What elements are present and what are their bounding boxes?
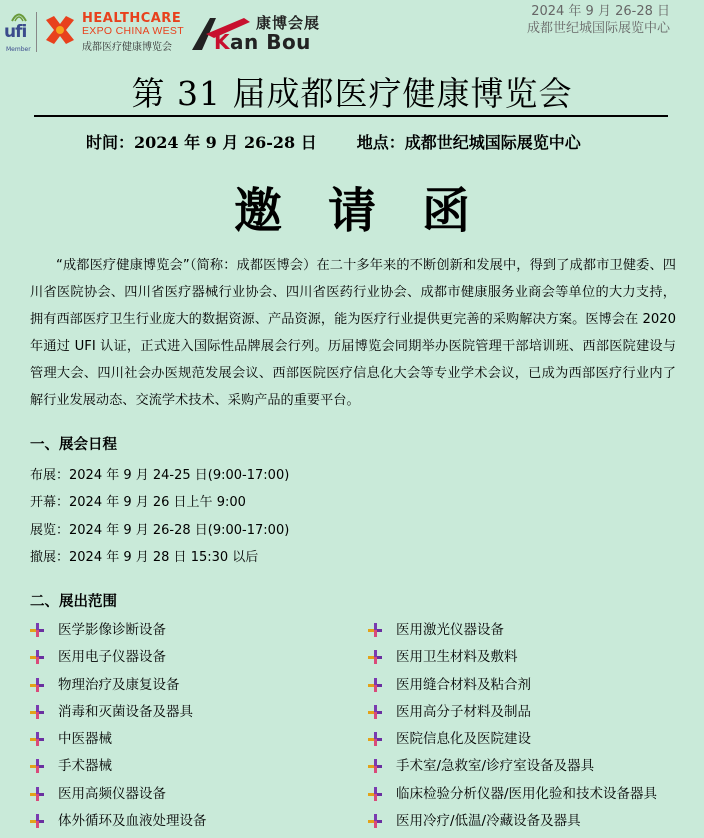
title-divider [34, 115, 668, 117]
ufi-text: ufi [4, 22, 27, 42]
cross-bullet-icon [30, 678, 44, 692]
list-item [30, 644, 207, 671]
list-item [368, 644, 657, 671]
scope-list-left [30, 617, 207, 835]
cross-bullet-icon [30, 787, 44, 801]
intro-paragraph: “成都医疗健康博览会”（简称：成都医博会）在二十多年来的不断创新和发展中，得到了成都市卫健委、四川省医院协会、四川省医疗器械行业协会、四川省医药行业协会、成都市健康服务业商会等单位的大力支持，拥有西部医疗卫生行业庞大的数据资源、产品资源，能为医疗行业提供更完善的采购解决方案。医博会在 2020 年通过 UFI 认证，正式进入国际性品牌展会行列。历届博览会同期举办医院管理干部培训班、西部医院建设与管理大会、四川社会办医规范发展会议、西部医院医疗信息化大会等专业学术会议，已成为西部医疗行业内了解行业发展动态、交流学术技术、采购产品的重要平台。 [30, 258, 676, 408]
list-item-label: 医用高分子材料及制品 [396, 703, 531, 720]
list-item-label: 医用卫生材料及敷料 [396, 649, 518, 666]
header-date: 2024 年 9 月 26-28 日 [531, 4, 670, 19]
cross-bullet-icon [30, 705, 44, 719]
cross-bullet-icon [368, 623, 382, 637]
schedule-item: 展览：2024 年 9 月 26-28 日(9:00-17:00) [30, 522, 290, 538]
header-venue: 成都世纪城国际展览中心 [526, 21, 670, 36]
list-item [30, 808, 207, 835]
list-item [368, 781, 657, 808]
cross-bullet-icon [30, 650, 44, 664]
list-item [368, 808, 657, 835]
list-item [368, 699, 657, 726]
schedule-list [30, 462, 289, 571]
list-item [30, 781, 207, 808]
cross-bullet-icon [368, 814, 382, 828]
ufi-logo [4, 10, 34, 54]
healthcare-expo-logo-icon [42, 12, 78, 48]
cross-bullet-icon [368, 732, 382, 746]
time-place-line [86, 130, 581, 153]
cross-bullet-icon [368, 678, 382, 692]
schedule-item: 开幕：2024 年 9 月 26 日上午 9:00 [30, 495, 246, 511]
list-item-label: 物理治疗及康复设备 [58, 676, 180, 693]
scope-heading: 二、展出范围 [30, 594, 117, 610]
cross-bullet-icon [30, 732, 44, 746]
kanbou-cn-name: 康博会展 [256, 14, 321, 32]
list-item [30, 699, 207, 726]
cross-bullet-icon [30, 759, 44, 773]
kanbou-en-rest: an Bou [230, 30, 311, 54]
cross-bullet-icon [30, 623, 44, 637]
scope-list-right [368, 617, 657, 835]
list-item [30, 753, 207, 780]
cross-bullet-icon [368, 705, 382, 719]
schedule-item: 布展：2024 年 9 月 24-25 日(9:00-17:00) [30, 468, 290, 483]
list-item-label: 医用冷疗/低温/冷藏设备及器具 [396, 813, 581, 830]
page-title: 第 31 届成都医疗健康博览会 [131, 74, 573, 113]
list-item-label: 医用缝合材料及粘合剂 [396, 676, 531, 693]
logo-divider [36, 12, 37, 52]
list-item [368, 726, 657, 753]
ufi-arc-icon [10, 10, 28, 22]
list-item [30, 617, 207, 644]
cross-bullet-icon [368, 759, 382, 773]
ufi-member-text: Member [6, 46, 31, 53]
list-item-label: 医学影像诊断设备 [58, 622, 166, 638]
list-item-label: 中医器械 [58, 731, 112, 748]
list-item-label: 手术室/急救室/诊疗室设备及器具 [396, 758, 595, 775]
schedule-item: 撤展：2024 年 9 月 28 日 15:30 以后 [30, 549, 259, 565]
list-item-label: 消毒和灭菌设备及器具 [58, 703, 193, 720]
cross-bullet-icon [368, 787, 382, 801]
list-item [368, 672, 657, 699]
time-label: 时间：2024 年 9 月 26-28 日 [86, 133, 317, 152]
healthcare-subtitle: EXPO CHINA WEST [82, 25, 184, 37]
list-item-label: 手术器械 [58, 758, 112, 775]
kanbou-en-name [214, 30, 311, 54]
list-item-label: 临床检验分析仪器/医用化验和技术设备器具 [396, 785, 658, 802]
list-item-label: 医用高频仪器设备 [58, 785, 166, 802]
list-item [368, 617, 657, 644]
header [0, 0, 704, 60]
list-item [30, 726, 207, 753]
list-item-label: 医用激光仪器设备 [396, 622, 504, 638]
schedule-heading: 一、展会日程 [30, 437, 117, 453]
place-label: 地点：成都世纪城国际展览中心 [356, 133, 581, 152]
healthcare-title: HEALTHCARE [82, 11, 182, 26]
list-item-label: 医院信息化及医院建设 [396, 731, 531, 748]
healthcare-cn-name: 成都医疗健康博览会 [82, 42, 172, 53]
kanbou-en-k: K [214, 30, 230, 54]
cross-bullet-icon [30, 814, 44, 828]
list-item [368, 753, 657, 780]
list-item-label: 体外循环及血液处理设备 [58, 813, 207, 830]
cross-bullet-icon [368, 650, 382, 664]
list-item-label: 医用电子仪器设备 [58, 649, 166, 666]
invitation-heading: 邀请函 [233, 183, 516, 239]
list-item [30, 672, 207, 699]
